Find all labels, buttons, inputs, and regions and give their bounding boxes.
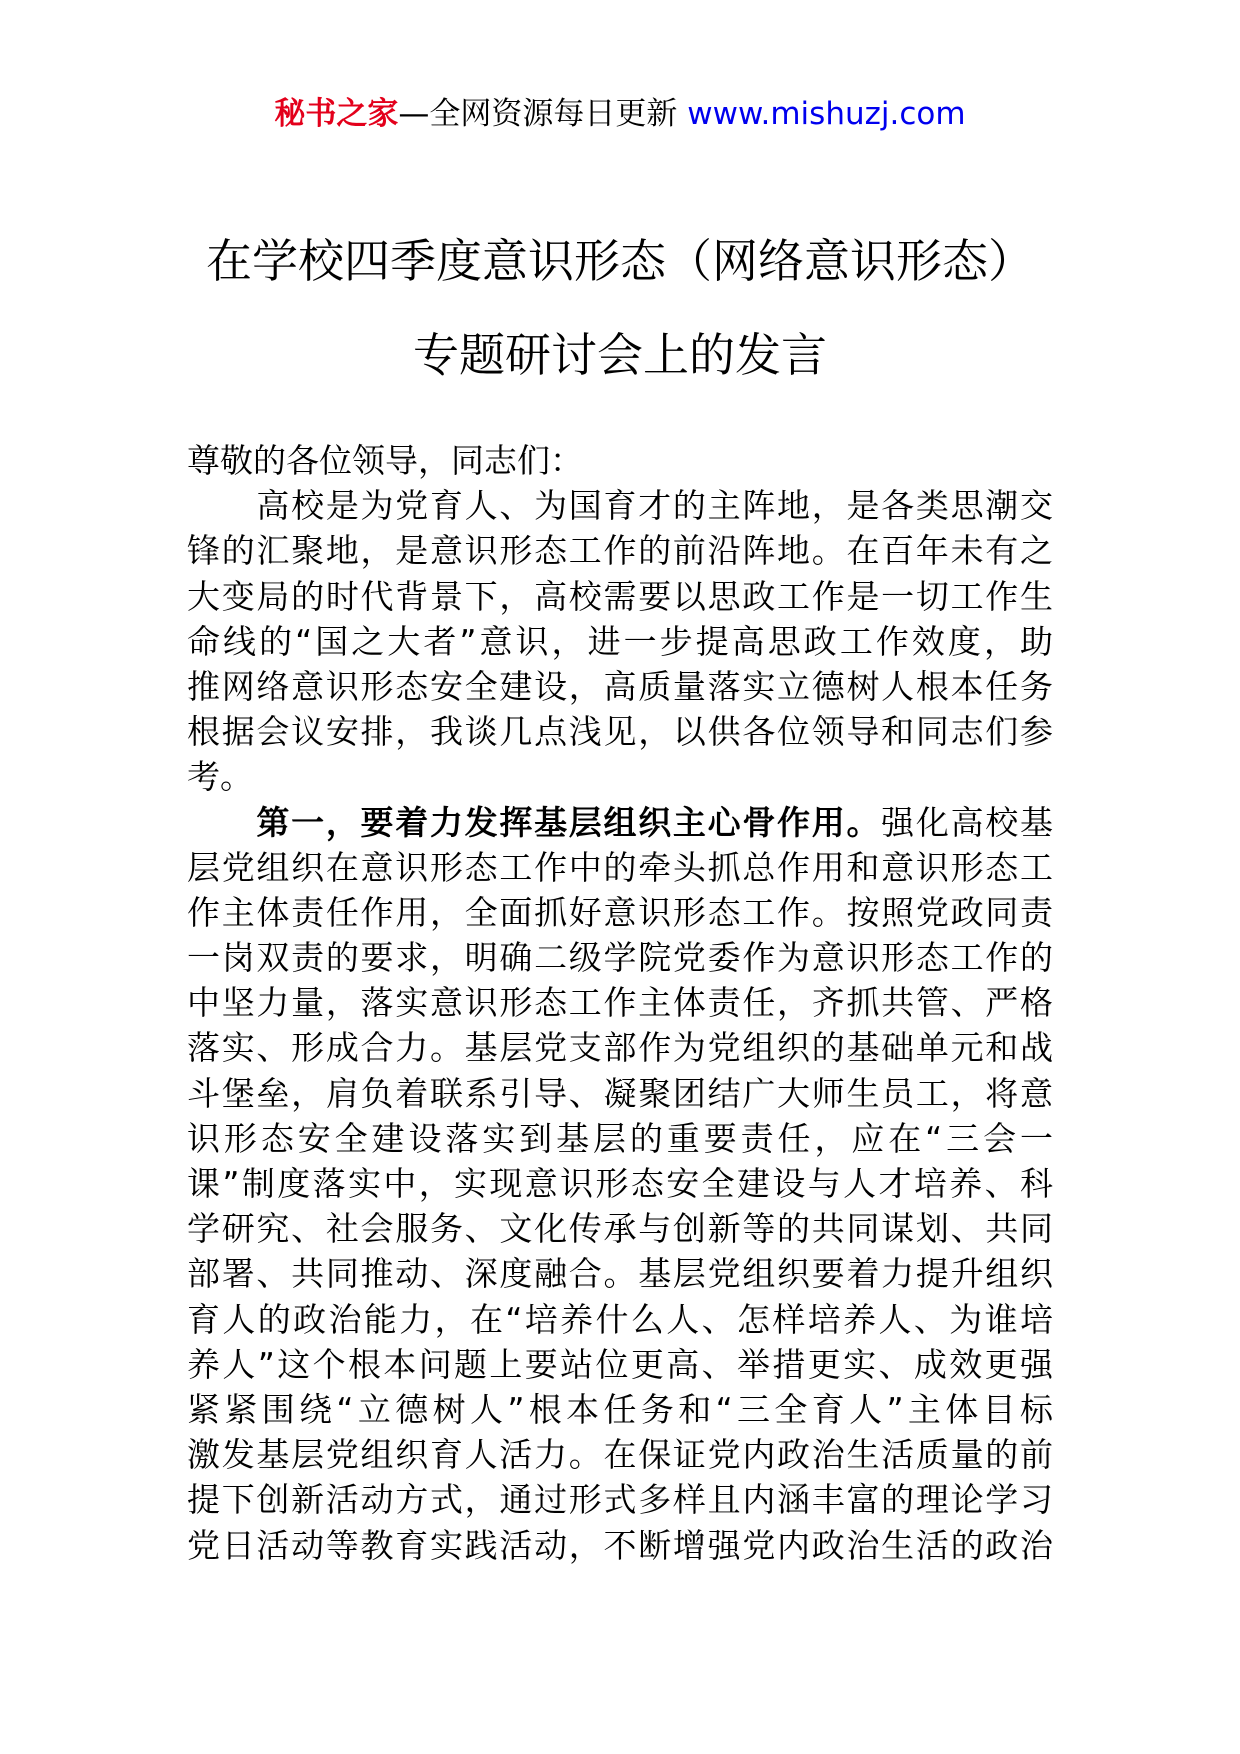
paragraph-2-line: 激发基层党组织育人活力。在保证党内政治生活质量的前 xyxy=(187,1435,1053,1475)
paragraph-2-line: 学研究、社会服务、文化传承与创新等的共同谋划、共同 xyxy=(187,1209,1053,1249)
brand-name: 秘书之家 xyxy=(274,96,399,132)
paragraph-2-line: 育人的政治能力，在“培养什么人、怎样培养人、为谁培 xyxy=(187,1299,1053,1339)
paragraph-2-line: 一岗双责的要求，明确二级学院党委作为意识形态工作的 xyxy=(187,938,1053,978)
section-heading: 第一，要着力发挥基层组织主心骨作用。 xyxy=(187,802,882,842)
paragraph-1-line: 大变局的时代背景下，高校需要以思政工作是一切工作生 xyxy=(187,576,1053,616)
paragraph-2-line: 落实、形成合力。基层党支部作为党组织的基础单元和战 xyxy=(187,1028,1053,1068)
greeting: 尊敬的各位领导，同志们： xyxy=(187,441,583,480)
banner-tagline: —全网资源每日更新 xyxy=(398,96,688,132)
paragraph-1-line: 推网络意识形态安全建设，高质量落实立德树人根本任务 xyxy=(187,666,1053,706)
paragraph-2-line: 养人”这个根本问题上要站位更高、举措更实、成效更强 xyxy=(187,1344,1053,1384)
paragraph-2-line: 中坚力量，落实意识形态工作主体责任，齐抓共管、严格 xyxy=(187,983,1053,1023)
paragraph-2-line: 斗堡垒，肩负着联系引导、凝聚团结广大师生员工，将意 xyxy=(187,1073,1053,1113)
paragraph-2-line: 课”制度落实中，实现意识形态安全建设与人才培养、科 xyxy=(187,1164,1053,1203)
paragraph-2-line: 作主体责任作用，全面抓好意识形态工作。按照党政同责 xyxy=(187,892,1053,932)
paragraph-1-line: 高校是为党育人、为国育才的主阵地，是各类思潮交 xyxy=(187,486,1053,526)
site-banner xyxy=(0,92,1240,136)
paragraph-1-line: 根据会议安排，我谈几点浅见，以供各位领导和同志们参 xyxy=(187,712,1053,752)
paragraph-2-line: 紧紧围绕“立德树人”根本任务和“三全育人”主体目标 xyxy=(187,1389,1053,1429)
paragraph-1-line: 考。 xyxy=(187,757,253,797)
site-url-link[interactable]: www.mishuzj.com xyxy=(687,96,966,132)
paragraph-2-line: 识形态安全建设落实到基层的重要责任，应在“三会一 xyxy=(187,1118,1053,1158)
paragraph-1-line: 锋的汇聚地，是意识形态工作的前沿阵地。在百年未有之 xyxy=(187,531,1053,571)
paragraph-2-line: 提下创新活动方式，通过形式多样且内涵丰富的理论学习 xyxy=(187,1480,1053,1520)
paragraph-2-line: 党日活动等教育实践活动，不断增强党内政治生活的政治 xyxy=(187,1525,1053,1565)
document-title-line-2: 专题研讨会上的发言 xyxy=(413,328,827,382)
document-body xyxy=(187,438,1053,1568)
paragraph-2-first-line xyxy=(187,800,1053,845)
paragraph-2-line: 部署、共同推动、深度融合。基层党组织要着力提升组织 xyxy=(187,1254,1053,1294)
paragraph-1-line: 命线的“国之大者”意识，进一步提高思政工作效度，助 xyxy=(187,621,1053,661)
document-title-line-1: 在学校四季度意识形态（网络意识形态） xyxy=(206,234,1034,288)
paragraph-2-line: 层党组织在意识形态工作中的牵头抓总作用和意识形态工 xyxy=(187,847,1053,887)
paragraph-2-lead: 强化高校基 xyxy=(881,802,1053,842)
